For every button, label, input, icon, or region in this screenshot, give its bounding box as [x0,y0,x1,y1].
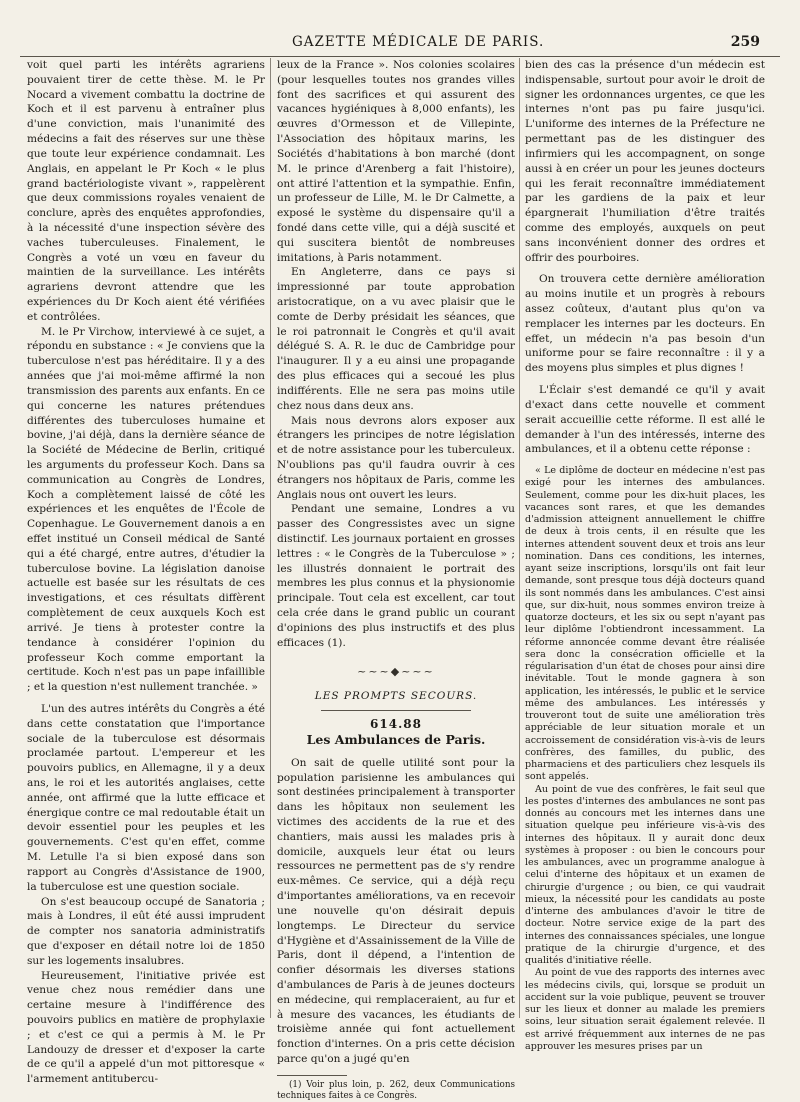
paragraph: M. le Pr Virchow, interviewé à ce sujet, a répondu en substance : « Je conviens que la tuberculose n'est pas héréditaire. Il y a des années que j'ai moi-même affirmé la non transmission des parents aux enfants. En ce qui concerne les natures prétendues différentes des tuberculoses humaine et bovine, j'ai déjà, dans la dernière séance de la Société de Médecine de Berlin, critiqué les arguments du professeur Koch. Dans sa communication au Congrès de Londres, Koch a complètement laissé de côté les expériences et les enquêtes de l'École de Copenhague. Le Gouvernement danois a en effet institué un Conseil médical de Santé qui a été chargé, entre autres, d'étudier la tuberculose bovine. La législation danoise actuelle est basée sur les résultats de ces investigations, et ces résultats diffèrent complètement de ceux auxquels Koch est arrivé. Je tiens à protester contre la tendance à considérer l'opinion du professeur Koch comme emportant la certitude. Koch n'est pas un pape infaillible ; et la question n'est nullement tranchée. » [27,325,265,694]
footnote: (1) Voir plus loin, p. 262, deux Communications techniques faites à ce Congrès. [277,1079,515,1101]
article-number: 614.88 [370,717,422,732]
paragraph: En Angleterre, dans ce pays si impressionné par toute approbation aristocratique, on a vu avec plaisir que le comte de Derby présidait les séances, que le roi patronnait le Congrès et qu'il avait délégué S. A. R. le duc de Cambridge pour l'inaugurer. Il y a eu ainsi une propagande des plus efficaces qui a secoué les plus indifférents. Elle ne sera pas moins utile chez nous dans deux ans. [277,266,515,412]
quote-paragraph: « Le diplôme de docteur en médecine n'est pas exigé pour les internes des ambulances. Seulement, comme pour les dix-huit places, les vacances sont rares, et que les demandes d'admission atteignent annuellement le chiffre de deux à trois cents, il en résulte que les internes attendent souvent deux et trois ans leur nomination. Dans ces conditions, les internes, ayant seize inscriptions, lorsqu'ils ont fait leur demande, sont presque tous déjà docteurs quand ils sont nommés dans les ambulances. C'est ainsi que, sur dix-huit, nous sommes environ treize à quatorze docteurs, et les six ou sept n'ayant pas leur diplôme l'obtiendront incessamment. La réforme annoncée comme devant être réalisée sera donc la consécration officielle et la régularisation d'un état de choses pour ainsi dire inévitable. Tout le monde gagnera à son application, les intéressés, le public et le service même des ambulances. Les intéressés y trouveront tout de suite une amélioration très appréciable de leur situation morale et un accroissement de considération vis-à-vis de leurs confrères, des familles, du public, des pharmaciens et des particuliers chez lesquels ils sont appelés. [525,465,765,783]
paragraph: On s'est beaucoup occupé de Sanatoria ; mais à Londres, il eût été aussi imprudent de compter nos sanatoria administratifs que d'exposer en détail notre loi de 1850 sur les logements insalubres. [27,895,265,967]
running-head [20,34,790,54]
footnote-rule [277,1075,347,1076]
paragraph: On trouvera cette dernière amélioration au moins inutile et un progrès à rebours assez coûteux, d'autant plus qu'on va remplacer les internes par les docteurs. En effet, un médecin n'a pas besoin d'un uniforme pour se faire reconnaître : il y a des moyens plus simples et plus dignes ! [525,273,765,375]
section-ornament: ~~~◆~~~ [357,664,435,678]
column-divider [270,58,271,1018]
section-rule [321,710,471,711]
paragraph: L'Éclair s'est demandé ce qu'il y avait d'exact dans cette nouvelle et comment serait accueillie cette réforme. Il est allé le demander à l'un des intéressés, interne des ambulances, et il a obtenu cette réponse : [525,384,765,456]
column-left [27,58,265,1086]
paragraph: On sait de quelle utilité sont pour la population parisienne les ambulances qui sont destinées principalement à transporter dans les hôpitaux non seulement les victimes des accidents de la rue et des chantiers, mais aussi les malades pris à domicile, auxquels leur état ou leurs ressources ne permettent pas de s'y rendre eux-mêmes. Ce service, qui a déjà reçu d'importantes améliorations, va en recevoir une nouvelle qu'on désirait depuis longtemps. Le Directeur du service d'Hygiène et d'Assainissement de la Ville de Paris, dont il dépend, a l'intention de confier désormais les diverses stations d'ambulances de Paris à de jeunes docteurs en médecine, qui remplaceraient, au fur et à mesure des vacances, les étudiants de troisième année qui font actuellement fonction d'internes. On a pris cette décision parce qu'on a jugé qu'en [277,756,515,1065]
journal-title: GAZETTE MÉDICALE DE PARIS. [292,34,545,50]
paragraph: Heureusement, l'initiative privée est venue chez nous remédier dans une certaine mesure à l'indifférence des pouvoirs publics en matière de prophylaxie ; et c'est ce qui a permis à M. le Pr Landouzy de dresser et d'exposer la carte de ce qu'il a appelé d'un mot pittoresque « l'armement antitubercu- [27,969,265,1086]
section-title: LES PROMPTS SECOURS. [314,690,478,703]
quoted-reply [525,465,765,1053]
paragraph: leux de la France ». Nos colonies scolaires (pour lesquelles toutes nos grandes villes font des sacrifices et qui assurent des vacances hygiéniques à 8,000 enfants), les œuvres d'Ormesson et de Villepinte, l'Association des hôpitaux marins, les Sociétés d'habitations à bon marché (dont M. le prince d'Arenberg a fait l'histoire), ont attiré l'attention et la sympathie. Enfin, un professeur de Lille, M. le Dr Calmette, a exposé le système du dispensaire qu'il a fondé dans cette ville, qui a déjà suscité et qui suscitera bientôt de nombreuses imitations, à Paris notamment. [277,59,515,264]
quote-paragraph: Au point de vue des rapports des internes avec les médecins civils, qui, lorsque se produit un accident sur la voie publique, peuvent se trouver sur les lieux et donner au malade les premiers soins, leur situation serait également relevée. Il est arrivé fréquemment aux internes de ne pas approuver les mesures prises par un [525,967,765,1052]
column-middle [277,58,515,1101]
paragraph: Mais nous devrons alors exposer aux étrangers les principes de notre législation et de notre assistance pour les tuberculeux. N'oublions pas qu'il faudra ouvrir à ces étrangers nos hôpitaux de Paris, comme les Anglais nous ont ouvert les leurs. [277,414,515,501]
article-title: Les Ambulances de Paris. [306,731,486,747]
paragraph: voit quel parti les intérêts agrariens pouvaient tirer de cette thèse. M. le Pr Nocard a vivement combattu la doctrine de Koch et il est parvenu à entraîner plus d'une conviction, mais l'unanimité des médecins a fait des réserves sur une thèse que toute leur expérience condamnait. Les Anglais, en appelant le Pr Koch « le plus grand bactériologiste vivant », rappelèrent que deux commissions royales venaient de conclure, après des enquêtes approfondies, à la nécessité d'une inspection sévère des vaches tuberculeuses. Finalement, le Congrès a voté un vœu en faveur du maintien de la surveillance. Les intérêts agrariens devront attendre que les expériences du Dr Koch aient été vérifiées et contrôlées. [27,59,265,323]
page-number: 259 [730,34,760,50]
column-divider [519,58,520,1018]
paragraph: L'un des autres intérêts du Congrès a été dans cette constatation que l'importance sociale de la tuberculose est désormais proclamée partout. L'empereur et les pouvoirs publics, en Allemagne, il y a deux ans, le roi et les autorités anglaises, cette année, ont affirmé que la lutte efficace et énergique contre ce mal redoutable était un devoir essentiel pour les peuples et les gouvernements. C'est qu'en effet, comme M. Letulle l'a si bien exposé dans son rapport au Congrès d'Assistance de 1900, la tuberculose est une question sociale. [27,702,265,893]
header-rule [20,56,780,57]
column-right [525,58,765,1052]
paragraph: bien des cas la présence d'un médecin est indispensable, surtout pour avoir le droit de signer les ordonnances urgentes, ce que les internes n'ont pas pu faire jusqu'ici. L'uniforme des internes de la Préfecture ne permettant pas de les distinguer des infirmiers qui les accompagnent, on songe aussi à en créer un pour les jeunes docteurs qui les ferait reconnaître immédiatement par les gardiens de la paix et leur épargnerait l'humiliation d'être traités comme des employés, auxquels on peut sans inconvénient donner des ordres et offrir des pourboires. [525,59,765,264]
paragraph: Pendant une semaine, Londres a vu passer des Congressistes avec un signe distinctif. Les journaux portaient en grosses lettres : « le Congrès de la Tuberculose » ; les illustrés donnaient le portrait des membres les plus connus et la physionomie principale. Tout cela est excellent, car tout cela crée dans le grand public un courant d'opinions des plus instructifs et des plus efficaces (1). [277,503,515,649]
quote-paragraph: Au point de vue des confrères, le fait seul que les postes d'internes des ambulances ne sont pas donnés au concours met les internes dans une situation quelque peu inférieure vis-à-vis des internes des hôpitaux. Il y aurait donc deux systèmes à proposer : ou bien le concours pour les ambulances, avec un programme analogue à celui d'interne des hôpitaux et un examen de chirurgie d'urgence ; ou bien, ce qui vaudrait mieux, la nécessité pour les candidats au poste d'interne des ambulances d'avoir le titre de docteur. Notre service exige de la part des internes des connaissances spéciales, une longue pratique de la chirurgie d'urgence, et des qualités d'initiative réelle. [525,783,765,967]
